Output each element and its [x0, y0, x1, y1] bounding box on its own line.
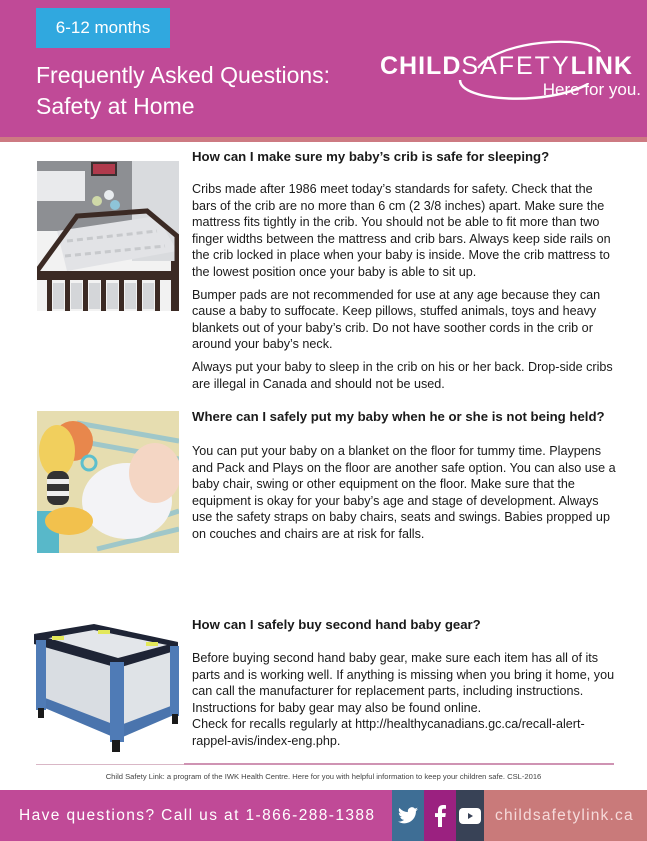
answer-paragraph: Before buying second hand baby gear, make sure each item has all of its parts and is working well. If anything is missing when you bring it home, you can call the manufacturer for replacement parts, including instructions. Instructions for baby gear may also be found online.	[192, 651, 615, 715]
website-link[interactable]: childsafetylink.ca	[484, 790, 647, 841]
facebook-button[interactable]	[424, 790, 456, 841]
header-stripe	[0, 137, 647, 142]
question-heading: How can I make sure my baby’s crib is safe for sleeping?	[192, 149, 550, 164]
page-title	[36, 60, 330, 122]
question-heading: How can I safely buy second hand baby gear?	[192, 617, 481, 632]
logo-link: LINK	[570, 52, 633, 80]
header-banner	[0, 0, 647, 137]
youtube-icon	[459, 808, 481, 824]
crib-photo	[37, 161, 179, 311]
title-line-1: Frequently Asked Questions:	[36, 62, 331, 88]
bottom-divider	[184, 763, 614, 765]
question-heading: Where can I safely put my baby when he or she is not being held?	[192, 409, 605, 424]
youtube-button[interactable]	[456, 790, 484, 841]
program-credit: Child Safety Link: a program of the IWK Health Centre. Here for you with helpful information to keep your children safe. CSL-2016	[105, 772, 542, 781]
contact-phone-text: Have questions? Call us at 1-866-288-1388	[19, 807, 376, 824]
answer-text	[192, 181, 620, 398]
facebook-icon	[435, 805, 446, 827]
playpen-photo	[26, 614, 186, 754]
answer-paragraph: Always put your baby to sleep in the crib on his or her back. Drop-side cribs are illegal in Canada and should not be used.	[192, 359, 613, 391]
logo-wordmark	[380, 52, 633, 81]
answer-paragraph: Cribs made after 1986 meet today’s standards for safety. Check that the bars of the crib are no more than 6 cm (2 3/8 inches) apart. Make sure the mattress fits tightly in the crib. You should not be able to fit more than two finger widths between the mattress and crib bars. Always keep side rails on the crib locked in place when your baby is inside. Move the crib mattress to the lowest position once your baby is able to sit up.	[192, 182, 611, 279]
footer-bar	[0, 790, 647, 841]
answer-paragraph: Bumper pads are not recommended for use at any age because they can cause a baby to suffocate. Keep pillows, stuffed animals, toys and heavy blankets out of your baby’s crib. Do not have soother cords in the crib or around your baby’s neck.	[192, 287, 601, 352]
baby-playing-photo	[37, 411, 179, 553]
answer-text	[192, 650, 620, 750]
twitter-icon	[398, 807, 418, 824]
twitter-button[interactable]	[392, 790, 424, 841]
logo-safety: SAFETY	[461, 52, 571, 80]
age-range-badge: 6-12 months	[36, 8, 170, 48]
answer-text	[192, 443, 620, 549]
bottom-divider	[36, 764, 184, 765]
title-line-2: Safety at Home	[36, 93, 195, 119]
child-safety-link-logo	[378, 40, 643, 105]
logo-tagline: Here for you.	[542, 80, 641, 99]
answer-link-paragraph: Check for recalls regularly at http://healthycanadians.gc.ca/recall-alert-rappel-avis/index-eng.php.	[192, 717, 585, 748]
answer-paragraph: You can put your baby on a blanket on the floor for tummy time. Playpens and Pack and Plays on the floor are another safe option. You can also use a baby chair, swing or other equipment on the floor. Make sure that the equipment is okay for your baby’s age and stage of development. Always use the safety straps on baby chairs, seats and swings. Babies propped up on couches and chairs are at risk for falls.	[192, 444, 616, 541]
logo-child: CHILD	[380, 52, 462, 80]
